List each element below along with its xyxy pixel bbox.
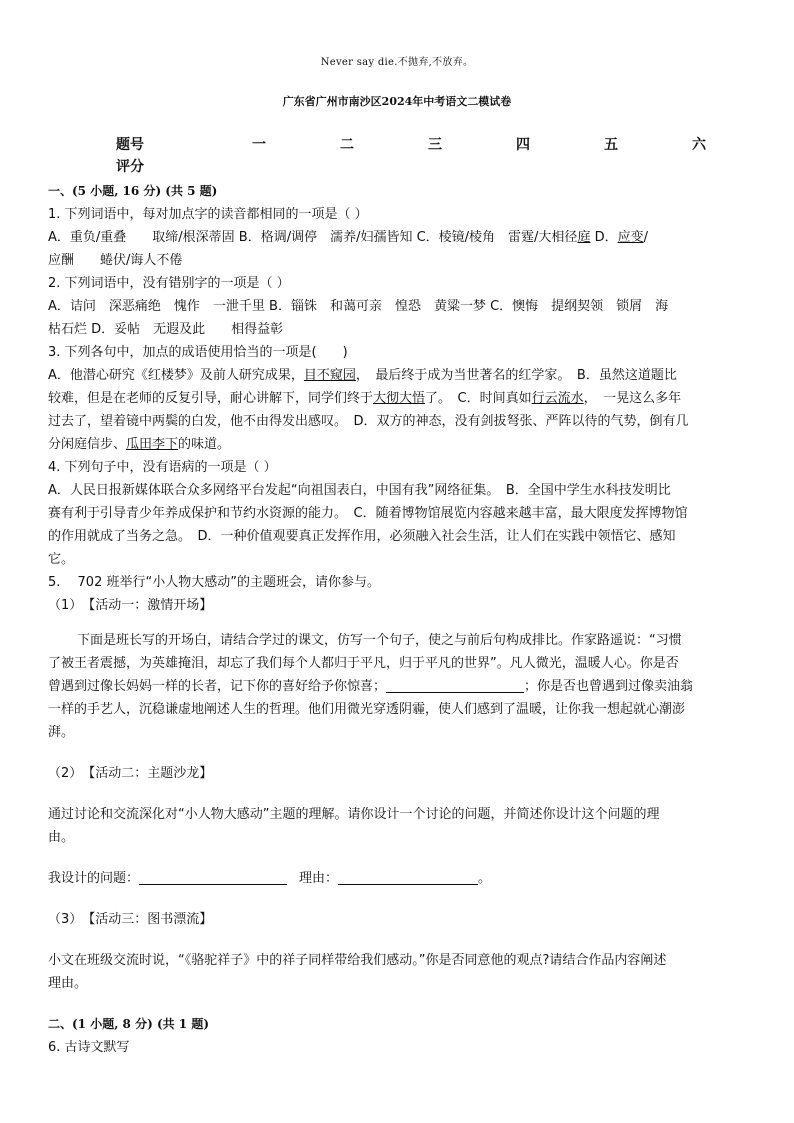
activity-3-title: （3） 【活动三：图书漂流】 [48, 912, 213, 927]
question-1-options-line: 应酬 蜷伏/诲人不倦 [48, 253, 183, 268]
question-5-stem: 5. 702 班举行“小人物大感动”的主题班会，请你参与。 [48, 575, 380, 590]
question-3-options-line: 分闲庭信步、瓜田李下的味道。 [48, 437, 231, 452]
activity-1-paragraph: 曾遇到过像长妈妈一样的长者，记下你的喜好给予你惊喜； ；你是否也曾遇到过像卖油翁 [48, 679, 694, 694]
question-2-options-line: A．诘问 深恶痛绝 愧作 一泄千里 B．锱铢 和蔼可亲 惶恐 黄粱一梦 C．懊悔 提纲契领 锁屑 海 [48, 299, 669, 314]
activity-1-paragraph: 一样的手艺人，沉稳谦虚地阐述人生的哲理。他们用微光穿透阴霾，使人们感到了温暖，让你我一想起就心潮澎 [48, 702, 686, 717]
score-row-label: 评分 [116, 159, 144, 175]
question-4-options-line: 的作用就成了当务之急。 D．一种价值观要真正发挥作用，必须融入社会生活，让人们在实践中领悟它、感知 [48, 529, 676, 544]
question-3-options-line: A．他潜心研究《红楼梦》及前人研究成果，目不窥园， 最后终于成为当世著名的红学家。 B．虽然这道题比 [48, 368, 677, 383]
document-title: 广东省广州市南沙区2024年中考语文二模试卷 [282, 95, 512, 108]
section-heading: 一、(5 小题, 16 分) (共 5 题) [48, 184, 218, 198]
score-table-score-row [116, 156, 716, 178]
activity-2-answer-line: 我设计的问题： 理由： 。 [48, 871, 492, 886]
question-3-stem: 3. 下列各句中，加点的成语使用恰当的一项是( ) [48, 345, 348, 360]
score-cell-6: 六 [692, 137, 706, 153]
question-3-options-line: 较难，但是在老师的反复引导，耐心讲解下，同学们终于大彻大悟了。 C．时间真如行云流水， 一晃这么多年 [48, 391, 682, 406]
activity-3-paragraph: 理由。 [48, 976, 88, 991]
answer-blank-1[interactable] [386, 678, 524, 693]
question-2-options-line: 枯石烂 D．妥帖 无遐及此 相得益彰 [48, 322, 284, 337]
score-cell-4: 四 [516, 137, 530, 153]
activity-1-paragraph: 了被王者震撼，为英雄掩泪，却忘了我们每个人都归于平凡，归于平凡的世界”。凡人微光，温暖人心。你是否 [48, 656, 679, 671]
score-table [116, 134, 716, 178]
question-2-stem: 2. 下列词语中，没有错别字的一项是（ ） [48, 276, 290, 291]
score-cell-label: 题号 [116, 137, 144, 153]
question-4-options-line: 赛有利于引导青少年养成保护和节约水资源的能力。 C．随着博物馆展览内容越来越丰富，最大限度发挥博物馆 [48, 506, 688, 521]
section-heading: 二、(1 小题, 8 分) (共 1 题) [48, 1017, 210, 1031]
question-4-options-line: 它。 [48, 552, 75, 567]
question-1-options-line: A．重负/重叠 取缔/根深蒂固 B．格调/调停 濡养/妇孺皆知 C．棱镜/棱角 雷霆/大相径庭 D．应变/ [48, 230, 649, 245]
question-1-stem: 1. 下列词语中，每对加点字的读音都相同的一项是（ ） [48, 207, 368, 222]
reason-answer-blank[interactable] [338, 870, 478, 885]
score-cell-3: 三 [428, 137, 442, 153]
score-cell-1: 一 [252, 137, 266, 153]
question-6-stem: 6. 古诗文默写 [48, 1040, 130, 1055]
activity-1-title: （1） 【活动一：激情开场】 [48, 598, 213, 613]
header-motto: Never say die.不抛弃,不放弃。 [320, 57, 474, 68]
activity-1-paragraph: 湃。 [48, 725, 75, 740]
question-answer-blank[interactable] [139, 870, 287, 885]
question-4-options-line: A．人民日报新媒体联合众多网络平台发起“向祖国表白，中国有我”网络征集。 B．全国中学生水科技发明比 [48, 483, 671, 498]
activity-1-paragraph: 下面是班长写的开场白，请结合学过的课文，仿写一个句子，使之与前后句构成排比。作家路遥说：“习惯 [77, 633, 682, 648]
question-4-stem: 4. 下列句子中，没有语病的一项是（ ） [48, 460, 277, 475]
activity-2-paragraph: 通过讨论和交流深化对“小人物大感动”主题的理解。请你设计一个讨论的问题，并简述你设计这个问题的理 [48, 807, 660, 822]
score-cell-5: 五 [604, 137, 618, 153]
exam-content [48, 180, 748, 1059]
score-cell-2: 二 [340, 137, 354, 153]
activity-3-paragraph: 小文在班级交流时说，“《骆驼祥子》中的祥子同样带给我们感动。”你是否同意他的观点?请结合作品内容阐述 [48, 953, 667, 968]
activity-2-paragraph: 由。 [48, 830, 75, 845]
activity-2-title: （2） 【活动二：主题沙龙】 [48, 766, 213, 781]
question-3-options-line: 过去了，望着镜中两鬓的白发，他不由得发出感叹。 D．双方的神态，没有剑拔弩张、严阵以待的气势，倒有几 [48, 414, 689, 429]
score-table-header-row [116, 134, 716, 156]
